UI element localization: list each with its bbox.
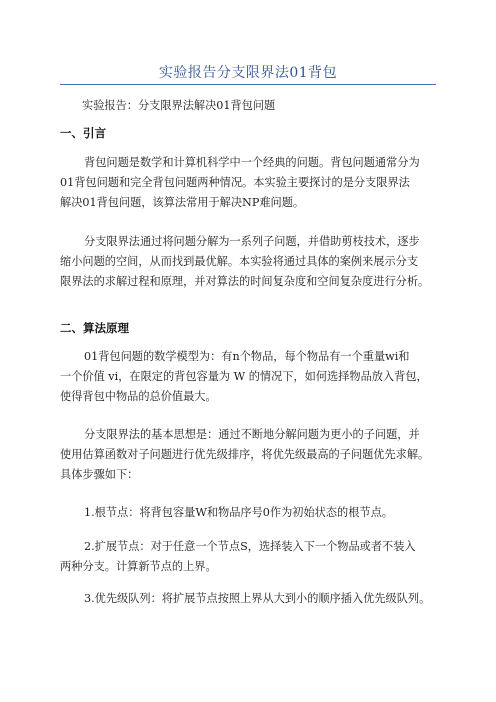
list-item	[60, 503, 440, 523]
document-title: 实验报告分支限界法01背包	[158, 65, 338, 81]
list-item	[60, 589, 440, 609]
paragraph	[60, 347, 440, 407]
title-underline	[60, 84, 436, 85]
paragraph	[60, 153, 440, 213]
paragraph-line: 使用估算函数对子问题进行优先级排序，将优先级最高的子问题优先求解。	[60, 448, 430, 461]
paragraph-line: 限界法的求解过程和原理，并对算法的时间复杂度和空间复杂度进行分析。	[60, 275, 430, 288]
paragraph-line: 具体步骤如下：	[60, 468, 139, 481]
paragraph-line: 01背包问题的数学模型为：有n个物品，每个物品有一个重量wi和	[84, 350, 410, 363]
paragraph-line: 3.优先级队列：将扩展节点按照上界从大到小的顺序插入优先级队列。	[84, 592, 431, 605]
paragraph-line: 两种分支。计算新节点的上界。	[60, 560, 217, 573]
paragraph-line: 使得背包中物品的总价值最大。	[60, 390, 217, 403]
section-heading-principle: 二、算法原理	[60, 321, 129, 335]
subtitle-line: 实验报告：分支限界法解决01背包问题	[82, 99, 276, 112]
paragraph	[60, 425, 440, 485]
paragraph-line: 分支限界法通过将问题分解为一系列子问题，并借助剪枝技术，逐步	[84, 235, 420, 248]
section-heading-intro: 一、引言	[60, 126, 106, 140]
paragraph	[60, 232, 440, 292]
paragraph-line: 背包问题是数学和计算机科学中一个经典的问题。背包问题通常分为	[84, 156, 420, 169]
list-item	[60, 537, 440, 577]
paragraph-line: 解决01背包问题，该算法常用于解决NP难问题。	[60, 196, 305, 209]
paragraph-line: 2.扩展节点：对于任意一个节点S，选择装入下一个物品或者不装入	[84, 540, 416, 553]
paragraph-line: 缩小问题的空间，从而找到最优解。本实验将通过具体的案例来展示分支	[60, 255, 419, 268]
paragraph-line: 01背包问题和完全背包问题两种情况。本实验主要探讨的是分支限界法	[60, 176, 410, 189]
paragraph-line: 1.根节点：将背包容量W和物品序号0作为初始状态的根节点。	[84, 506, 393, 519]
paragraph-line: 一个价值 vi，在限定的背包容量为 W 的情况下，如何选择物品放入背包，	[60, 370, 428, 383]
paragraph-line: 分支限界法的基本思想是：通过不断地分解问题为更小的子问题，并	[84, 428, 420, 441]
